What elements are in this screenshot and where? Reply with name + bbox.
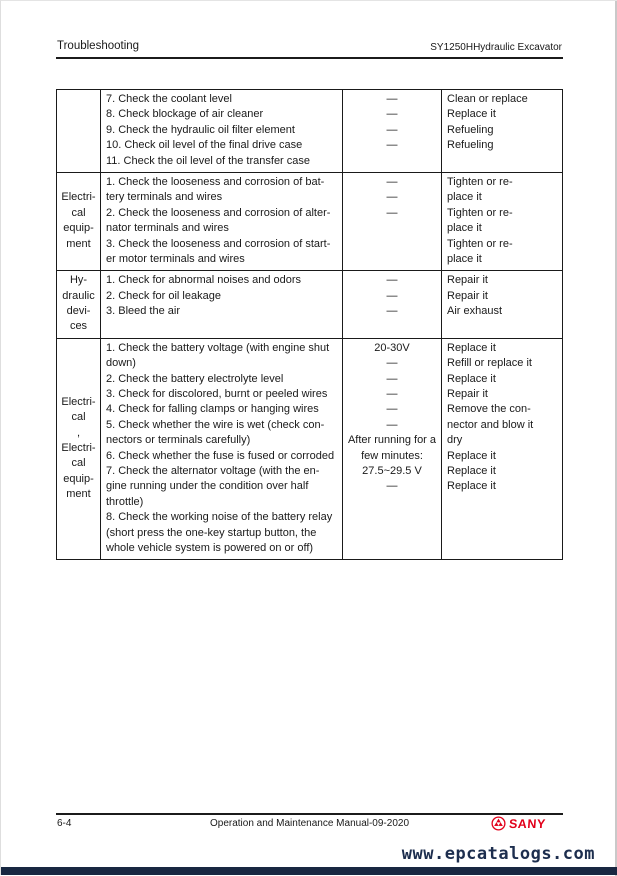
remedy-cell xyxy=(442,90,562,172)
cell-line: Hy- xyxy=(69,274,88,287)
cell-line: 6. Check whether the fuse is fused or corroded xyxy=(106,449,335,462)
cell-line: 4. Check for falling clamps or hanging wires xyxy=(106,403,319,416)
sany-emblem-icon xyxy=(491,816,506,831)
cell-line: — xyxy=(386,93,398,105)
header-rule xyxy=(56,57,563,59)
footer-manual-title: Operation and Maintenance Manual-09-2020 xyxy=(209,818,410,829)
cell-line: Refueling xyxy=(447,139,494,152)
cell-line: Clean or replace xyxy=(447,93,528,105)
header-model-name: SY1250HHydraulic Excavator xyxy=(430,42,562,53)
cell-line: Replace it xyxy=(447,341,496,354)
cell-line: er motor terminals and wires xyxy=(106,252,245,265)
cell-line: — xyxy=(386,108,398,121)
cell-line: tery terminals and wires xyxy=(106,191,223,204)
cell-line: — xyxy=(386,403,398,416)
cell-line: — xyxy=(386,139,398,152)
cell-line: Repair it xyxy=(447,388,488,401)
table-row xyxy=(57,173,562,271)
cell-line: 7. Check the alternator voltage (with the en- xyxy=(106,464,320,477)
cell-line: Tighten or re- xyxy=(447,206,513,219)
cell-line: Replace it xyxy=(447,480,496,493)
bottom-bar xyxy=(1,867,617,875)
remedy-cell xyxy=(442,339,562,559)
cell-line: After running for a xyxy=(347,434,437,447)
troubleshooting-table xyxy=(56,89,563,560)
cell-line: — xyxy=(386,123,398,136)
cell-line: 1. Check for abnormal noises and odors xyxy=(106,274,302,287)
cell-line: place it xyxy=(447,252,482,265)
cell-line: — xyxy=(386,191,398,204)
cell-line: place it xyxy=(447,191,482,204)
category-cell xyxy=(57,339,101,559)
cell-line: nector and blow it xyxy=(447,418,534,431)
cell-line: Electri- xyxy=(61,191,96,204)
check-items-cell xyxy=(101,90,343,172)
cell-line: Replace it xyxy=(447,464,496,477)
cell-line: ment xyxy=(66,488,91,501)
cell-line: Tighten or re- xyxy=(447,175,513,188)
cell-line: — xyxy=(386,372,398,385)
cell-line: Refueling xyxy=(447,123,494,136)
cell-line: ces xyxy=(69,320,88,333)
cell-line: cal xyxy=(71,411,86,424)
cell-line: Repair it xyxy=(447,289,488,302)
cell-line: 2. Check for oil leakage xyxy=(106,289,221,302)
cell-line: — xyxy=(386,175,398,188)
cell-line: whole vehicle system is powered on or off) xyxy=(106,541,314,554)
cell-line: 11. Check the oil level of the transfer case xyxy=(106,154,311,167)
cell-line: — xyxy=(386,274,398,287)
cell-line: 5. Check whether the wire is wet (check con- xyxy=(106,418,325,431)
standard-value-cell xyxy=(343,271,442,338)
cell-line: Replace it xyxy=(447,372,496,385)
cell-line: 3. Check for discolored, burnt or peeled wires xyxy=(106,388,328,401)
footer-rule xyxy=(56,813,563,815)
cell-line: — xyxy=(386,357,398,370)
remedy-cell xyxy=(442,173,562,270)
cell-line: cal xyxy=(71,206,86,219)
cell-line: Replace it xyxy=(447,108,496,121)
cell-line: 1. Check the looseness and corrosion of bat- xyxy=(106,175,325,188)
cell-line: Tighten or re- xyxy=(447,237,513,250)
footer-page-number: 6-4 xyxy=(57,818,72,829)
cell-line: place it xyxy=(447,222,482,235)
standard-value-cell xyxy=(343,90,442,172)
cell-line: 2. Check the battery electrolyte level xyxy=(106,372,284,385)
cell-line: Electri- xyxy=(61,441,96,454)
cell-line: nator terminals and wires xyxy=(106,222,229,235)
check-items-cell xyxy=(101,339,343,559)
sany-logo xyxy=(491,816,546,831)
cell-line: throttle) xyxy=(106,495,144,508)
cell-line: 10. Check oil level of the final drive case xyxy=(106,139,303,152)
cell-line: dry xyxy=(447,434,463,447)
cell-line: 7. Check the coolant level xyxy=(106,93,232,105)
cell-line: Remove the con- xyxy=(447,403,531,416)
cell-line: — xyxy=(386,289,398,302)
standard-value-cell xyxy=(343,173,442,270)
cell-line: nectors or terminals carefully) xyxy=(106,434,251,447)
cell-line: — xyxy=(386,480,398,493)
watermark-link[interactable]: www.epcatalogs.com xyxy=(401,844,595,864)
cell-line: — xyxy=(386,305,398,318)
cell-line: — xyxy=(386,418,398,431)
cell-line: 3. Check the looseness and corrosion of start- xyxy=(106,237,331,250)
cell-line: 9. Check the hydraulic oil filter element xyxy=(106,123,295,136)
cell-line: cal xyxy=(71,457,86,470)
table-row xyxy=(57,271,562,339)
cell-line: 8. Check the working noise of the battery relay xyxy=(106,511,333,524)
cell-line: ment xyxy=(66,237,91,250)
cell-line: 27.5~29.5 V xyxy=(362,464,422,477)
category-cell xyxy=(57,271,101,338)
remedy-cell xyxy=(442,271,562,338)
cell-line: Refill or replace it xyxy=(447,357,532,370)
cell-line: 2. Check the looseness and corrosion of alter- xyxy=(106,206,331,219)
table-row xyxy=(57,339,562,559)
category-cell xyxy=(57,173,101,270)
cell-line: Electri- xyxy=(61,395,96,408)
cell-line: 3. Bleed the air xyxy=(106,305,180,318)
cell-line: (short press the one-key startup button, the xyxy=(106,526,317,539)
cell-line: Air exhaust xyxy=(447,305,503,318)
check-items-cell xyxy=(101,173,343,270)
cell-line: — xyxy=(386,206,398,219)
category-cell xyxy=(57,90,101,172)
cell-line: 1. Check the battery voltage (with engine shut xyxy=(106,341,330,354)
cell-line: 8. Check blockage of air cleaner xyxy=(106,108,264,121)
cell-line: devi- xyxy=(66,305,91,318)
cell-line: down) xyxy=(106,357,136,370)
cell-line: few minutes: xyxy=(361,449,423,462)
header-section-title: Troubleshooting xyxy=(57,40,140,52)
cell-line: gine running under the condition over half xyxy=(106,480,309,493)
cell-line: equip- xyxy=(63,222,94,235)
cell-line: equip- xyxy=(63,472,94,485)
cell-line: draulic xyxy=(62,289,95,302)
cell-line: 20-30V xyxy=(374,341,410,354)
standard-value-cell xyxy=(343,339,442,559)
cell-line: , xyxy=(76,426,81,439)
table-row xyxy=(57,90,562,173)
cell-line: Repair it xyxy=(447,274,488,287)
cell-line: — xyxy=(386,388,398,401)
cell-line: Replace it xyxy=(447,449,496,462)
sany-wordmark: SANY xyxy=(508,816,547,831)
check-items-cell xyxy=(101,271,343,338)
